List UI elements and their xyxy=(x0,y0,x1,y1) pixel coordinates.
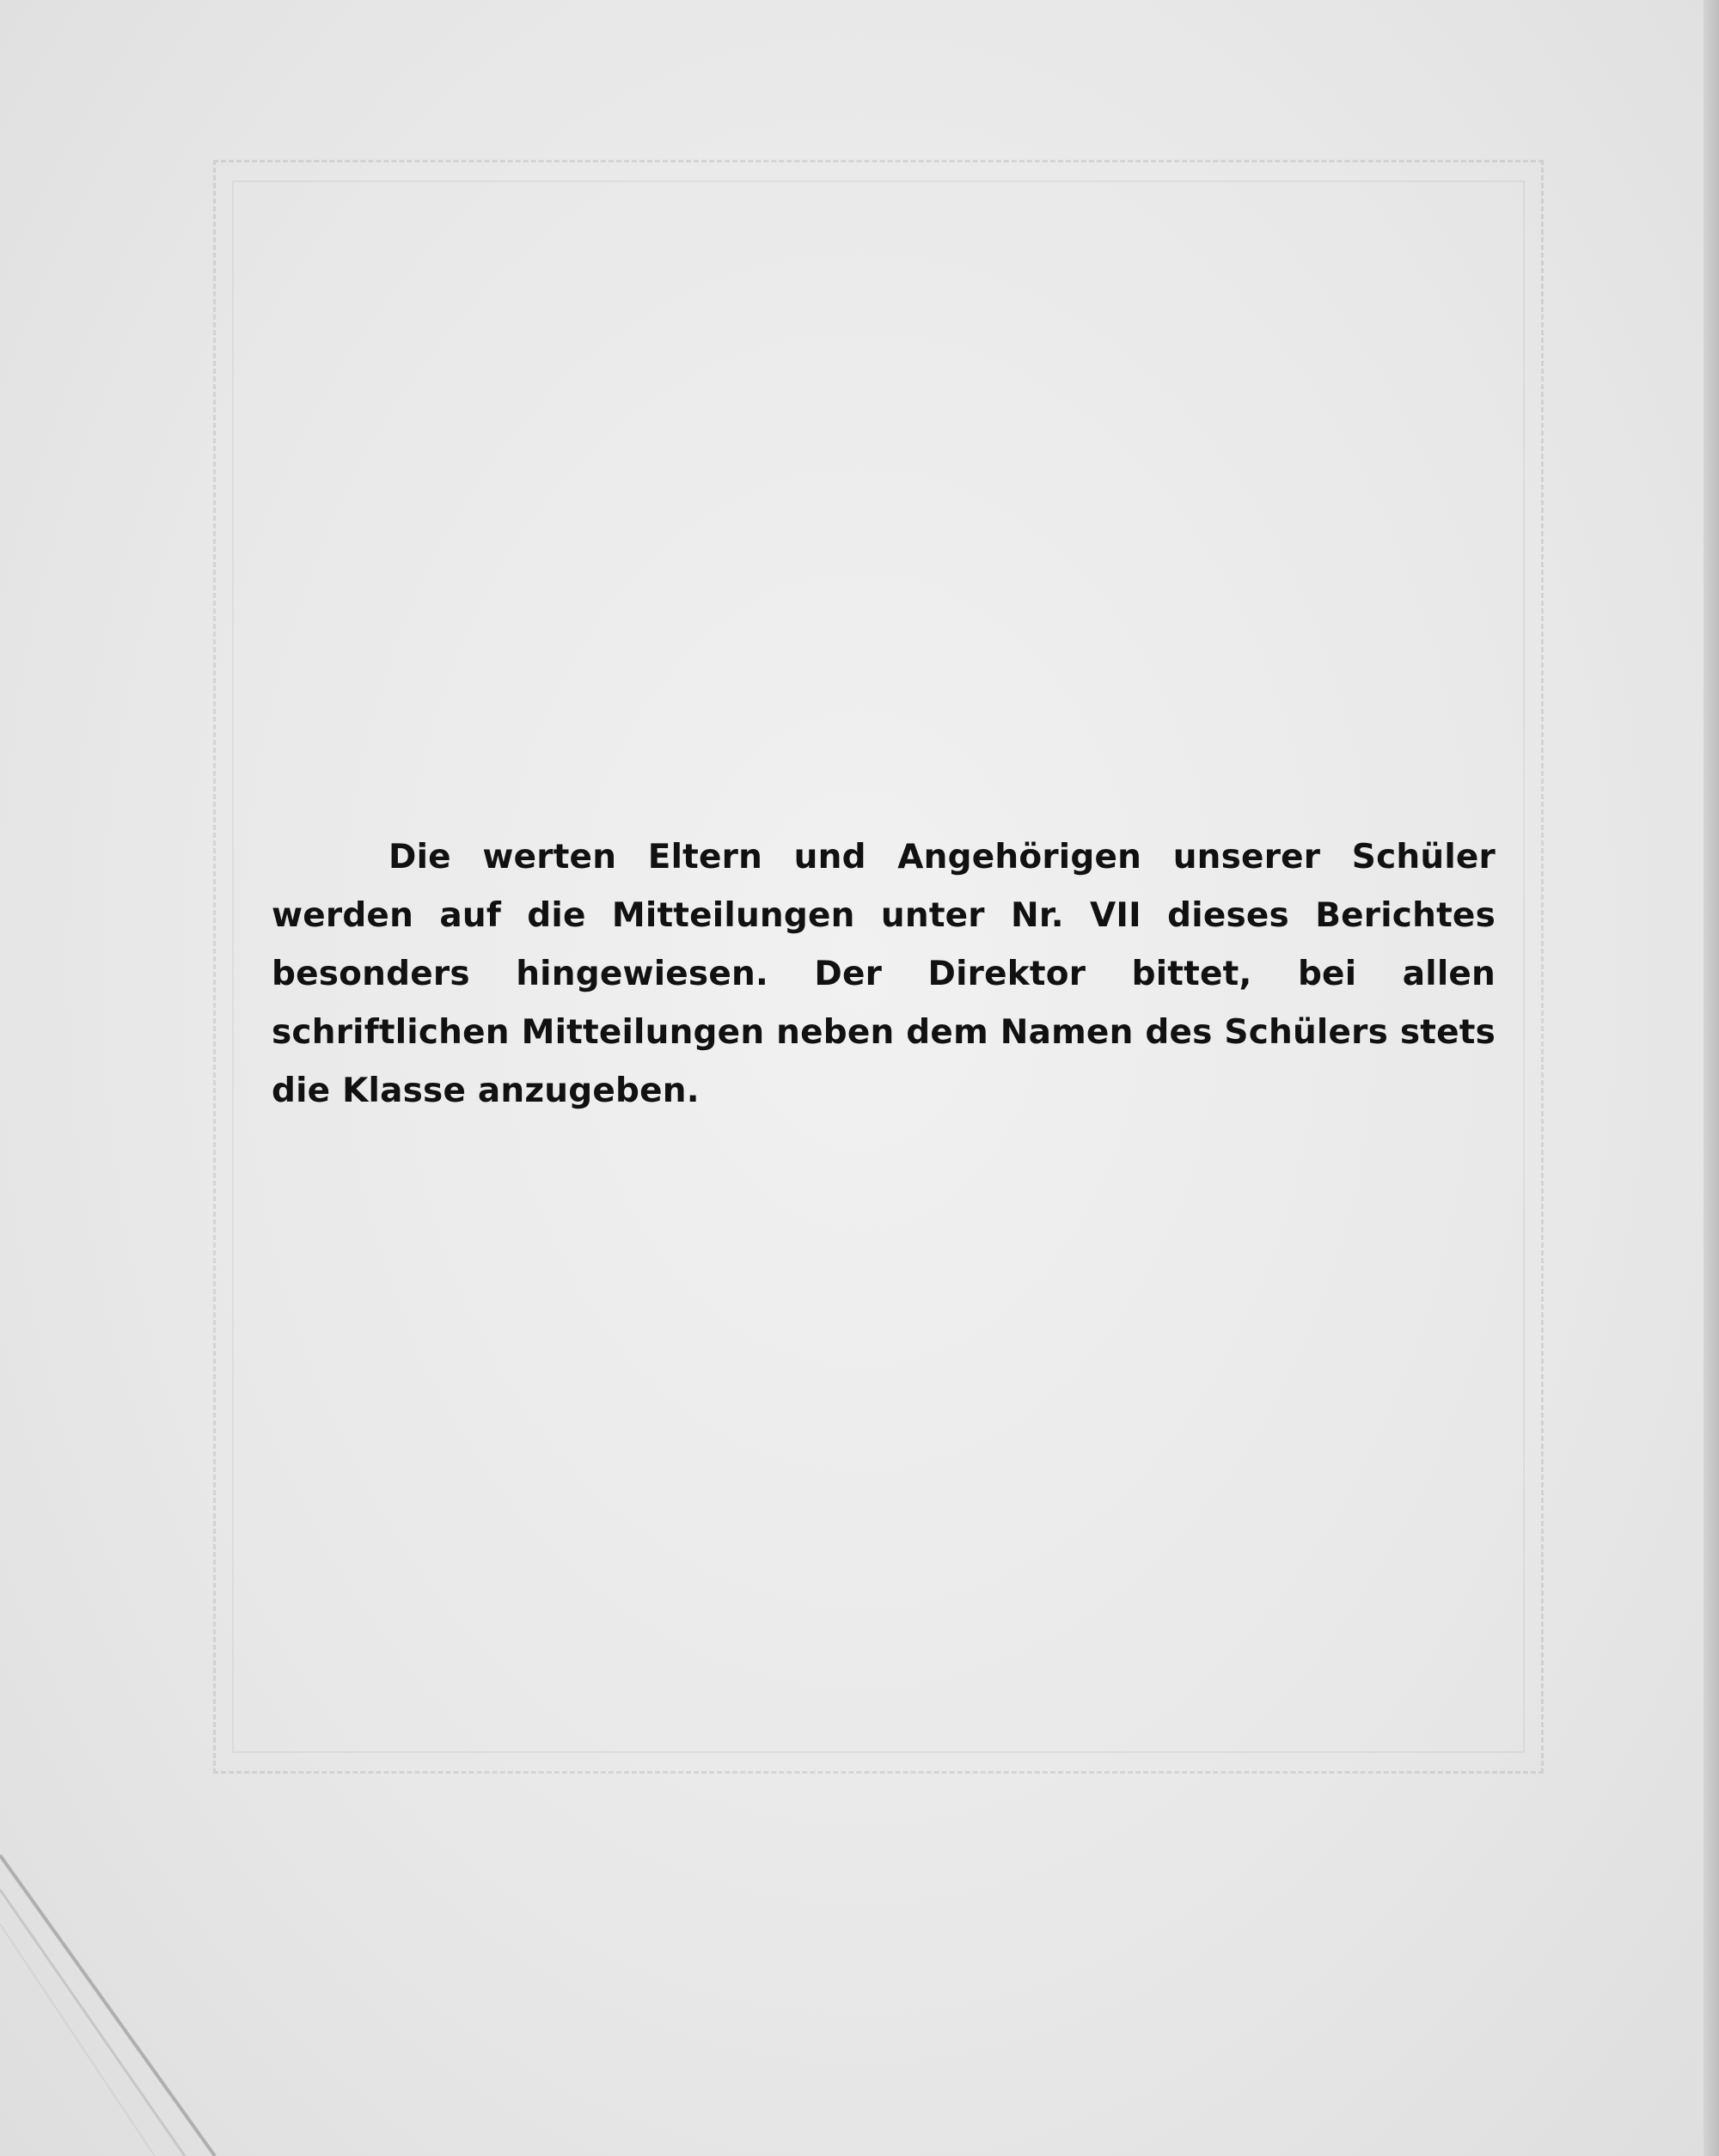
notice-paragraph: Die werten Eltern und Angehörigen unserer Schüler werden auf die Mitteilungen unter Nr. VII dieses Berichtes besonders hingewiesen. Der Direktor bittet, bei allen schriftlichen Mitteilungen neben dem Namen des Schülers stets die Klasse anzugeben. xyxy=(272,838,1496,1110)
paper-corner-crease xyxy=(0,1761,275,2156)
paper-right-edge xyxy=(1704,0,1719,2156)
